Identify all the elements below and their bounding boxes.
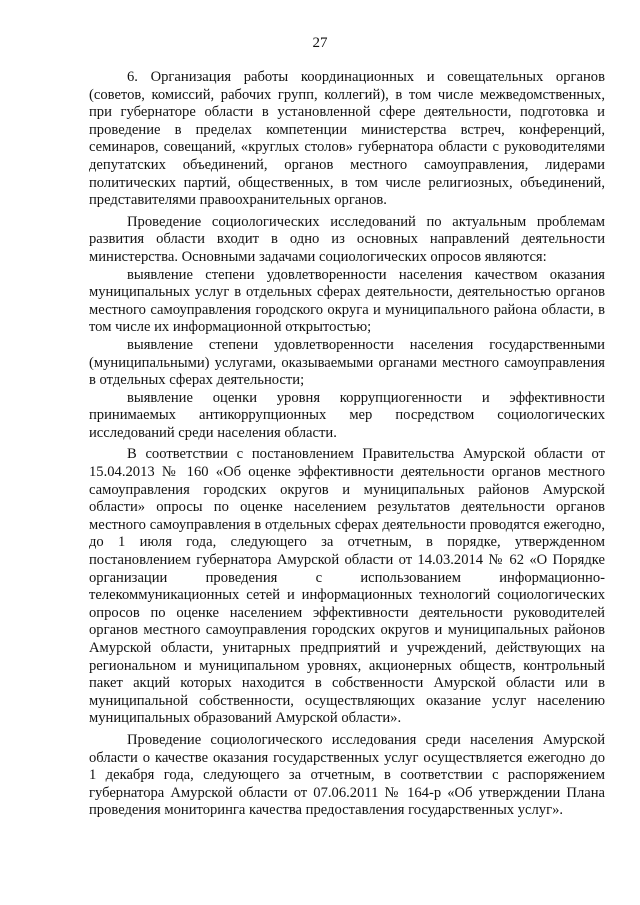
page-number: 27 <box>312 35 328 51</box>
paragraph-task-municipal-services: выявление степени удовлетворенности населения качеством оказания муниципальных услуг в отдельных сферах деятельности, деятельностью органов местного самоуправления городского округа и муниципального района области, в том числе их информационной открытостью; <box>89 266 605 336</box>
paragraph-task-corruption: выявление оценки уровня коррупциогенности и эффективности принимаемых антикоррупционных мер посредством социологических исследований среди населения области. <box>89 389 605 441</box>
document-body <box>89 69 605 820</box>
paragraph-coordination-bodies: 6. Организация работы координационных и совещательных органов (советов, комиссий, рабочих групп, коллегий), в том числе межведомственных, при губернаторе области в установленной сфере деятельности, подготовка и проведение в пределах компетенции министерства встреч, конференций, семинаров, совещаний, «круглых столов» губернатора области с руководителями депутатских объединений, органов местного самоуправления, лидерами политических партий, общественных, в том числе религиозных, объединений, представителями правоохранительных органов. <box>89 69 605 209</box>
paragraph-task-state-services: выявление степени удовлетворенности населения государственными (муниципальными) услугами, оказываемыми органами местного самоуправления в отдельных сферах деятельности; <box>89 336 605 389</box>
paragraph-sociological-research: Проведение социологических исследований по актуальным проблемам развития области входит в одно из основных направлений деятельности министерства. Основными задачами социологических опросов являются: <box>89 213 605 265</box>
paragraph-state-services-quality: Проведение социологического исследования среди населения Амурской области о качестве оказания государственных услуг осуществляется ежегодно до 1 декабря года, следующего за отчетным, в соответствии с распоряжением губернатора Амурской области от 07.06.2011 № 164-р «Об утверждении Плана проведения мониторинга качества предоставления государственных услуг». <box>89 731 605 819</box>
paragraph-resolution-160: В соответствии с постановлением Правительства Амурской области от 15.04.2013 № 160 «Об оценке эффективности деятельности органов местного самоуправления городских округов и муниципальных районов Амурской области» опросы по оценке населением результатов деятельности органов местного самоуправления в отдельных сферах деятельности проводятся ежегодно, до 1 июля года, следующего за отчетным, в порядке, утвержденном постановлением губернатора Амурской области от 14.03.2014 № 62 «О Порядке организации проведения с использованием информационно-телекоммуникационных сетей и информационных технологий социологических опросов по оценке населением эффективности деятельности руководителей органов местного самоуправления городских округов и муниципальных районов Амурской области, унитарных предприятий и учреждений, действующих на региональном и муниципальном уровнях, акционерных обществ, контрольный пакет акций которых находится в собственности Амурской области или в муниципальной собственности, осуществляющих оказание услуг населению муниципальных образований Амурской области». <box>89 446 605 727</box>
